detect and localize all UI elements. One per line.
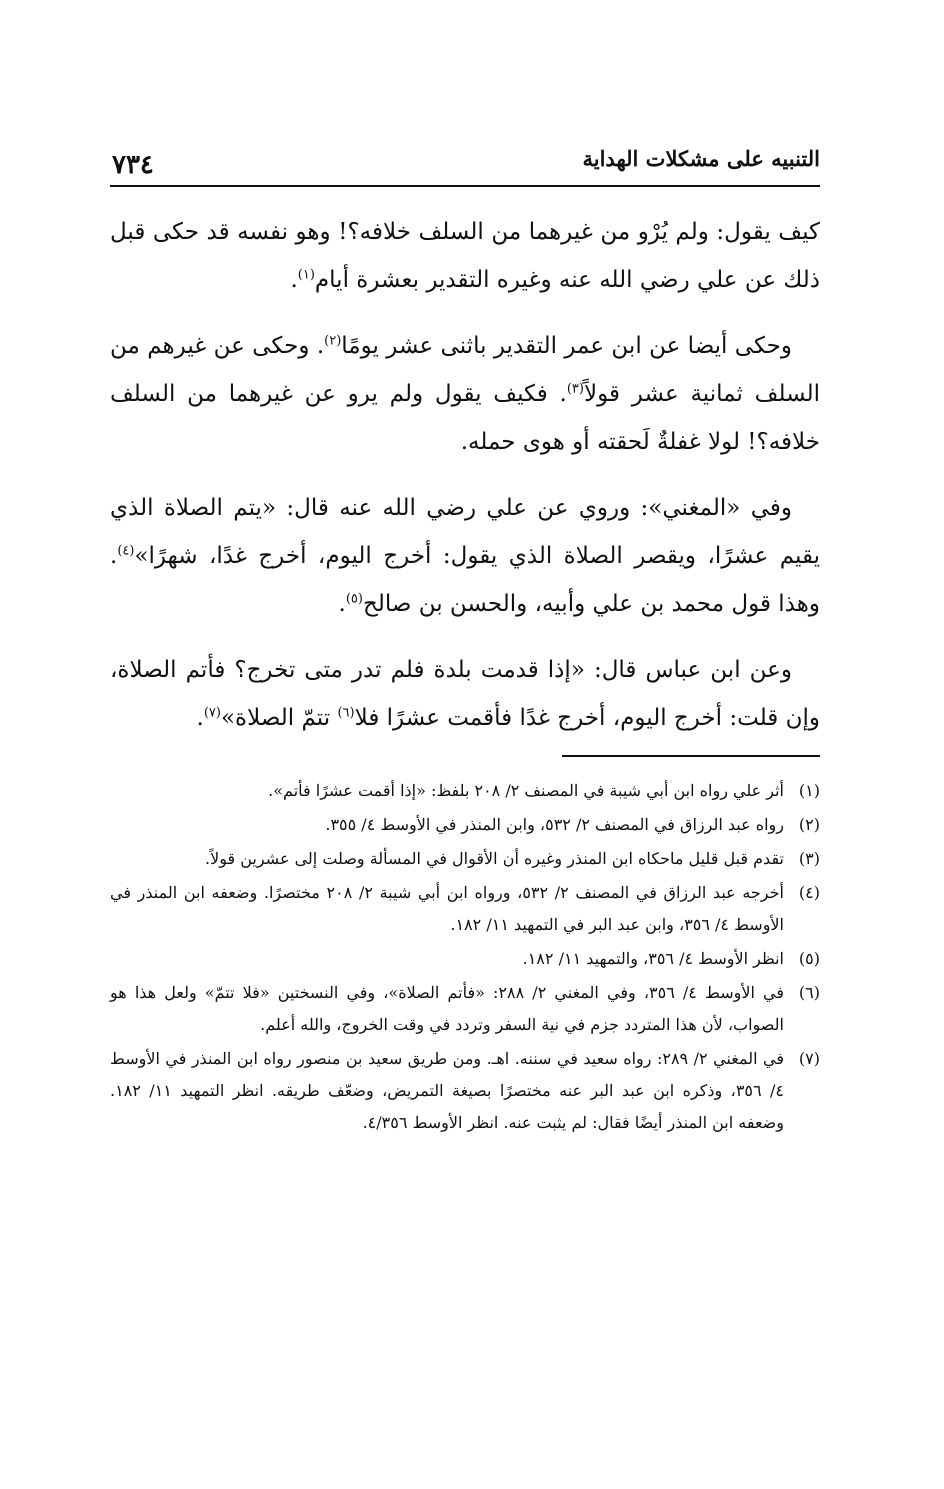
footnote-text: تقدم قبل قليل ماحكاه ابن المنذر وغيره أن الأقوال في المسألة وصلت إلى عشرين قولاً. <box>205 849 784 868</box>
header-divider <box>110 185 820 187</box>
footnote-ref-1: (١) <box>297 267 315 283</box>
paragraph-text: . <box>290 267 298 293</box>
paragraph-text: . وحكى عن غيرهم من السلف ثمانية عشر قولاً <box>110 333 820 407</box>
footnote-ref-6: (٦) <box>337 705 355 721</box>
footnotes <box>110 775 820 1141</box>
footnote-text: في الأوسط ٤/ ٣٥٦، وفي المغني ٢/ ٢٨٨: «فأتم الصلاة»، وفي النسختين «فلا تتمّ» ولعل هذا هو الصواب، لأن هذا المتردد جزم في نية السفر وتردد في وقت الخروج، والله أعلم. <box>110 983 785 1034</box>
footnote-ref-7: (٧) <box>203 705 221 721</box>
footnote-5 <box>110 943 820 975</box>
paragraph-text: . وهذا قول محمد بن علي وأبيه، والحسن بن صالح <box>110 543 820 617</box>
footnote-text: أثر علي رواه ابن أبي شيبة في المصنف ٢/ ٢٠٨ بلفظ: «إذا أقمت عشرًا فأتم». <box>268 781 784 800</box>
footnote-ref-4: (٤) <box>117 543 135 559</box>
paragraph-text: تتمّ الصلاة» <box>220 705 338 731</box>
footnote-number: (٣) <box>798 849 820 868</box>
page-header <box>110 138 820 188</box>
paragraph-text: وعن ابن عباس قال: «إذا قدمت بلدة فلم تدر متى تخرج؟ فأتم الصلاة، وإن قلت: أخرج اليوم، أخرج غدًا فأقمت عشرًا فلا <box>110 657 820 731</box>
main-text <box>110 208 820 760</box>
running-title: التنبيه على مشكلات الهداية <box>582 146 820 171</box>
paragraph-1 <box>110 208 820 304</box>
footnote-6 <box>110 977 820 1041</box>
footnote-7 <box>110 1043 820 1139</box>
footnote-3 <box>110 843 820 875</box>
footnote-number: (٧) <box>798 1049 820 1068</box>
footnote-text: رواه عبد الرزاق في المصنف ٢/ ٥٣٢، وابن المنذر في الأوسط ٤/ ٣٥٥. <box>325 815 784 834</box>
footnote-number: (٥) <box>798 949 820 968</box>
footnote-number: (٢) <box>798 815 820 834</box>
paragraph-text: . فكيف يقول ولم يرو عن غيرهما من السلف خلافه؟! لولا غفلةٌ لَحقته أو هوى حمله. <box>110 381 820 455</box>
paragraph-text: وفي «المغني»: وروي عن علي رضي الله عنه قال: «يتم الصلاة الذي يقيم عشرًا، ويقصر الصلاة الذي يقول: أخرج اليوم، أخرج غدًا، شهرًا» <box>110 495 820 569</box>
paragraph-text: . <box>338 591 346 617</box>
footnote-4 <box>110 877 820 941</box>
footnote-number: (١) <box>798 781 820 800</box>
footnote-text: في المغني ٢/ ٢٨٩: رواه سعيد في سننه. اهـ. ومن طريق سعيد بن منصور رواه ابن المنذر في الأوسط ٤/ ٣٥٦، وذكره ابن عبد البر عنه مختصرًا بصيغة التمريض، وضعّف طريقه. انظر التمهيد ١١/ ١٨٢. وضعفه ابن المنذر أيضًا فقال: لم يثبت عنه. انظر الأوسط ٤/٣٥٦. <box>110 1049 785 1132</box>
footnote-text: انظر الأوسط ٤/ ٣٥٦، والتمهيد ١١/ ١٨٢. <box>522 949 784 968</box>
footnote-number: (٤) <box>798 883 820 902</box>
paragraph-text: كيف يقول: ولم يُرْو من غيرهما من السلف خلافه؟! وهو نفسه قد حكى قبل ذلك عن علي رضي الله عنه وغيره التقدير بعشرة أيام <box>110 219 820 293</box>
footnote-number: (٦) <box>798 983 820 1002</box>
footnote-text: أخرجه عبد الرزاق في المصنف ٢/ ٥٣٢، ورواه ابن أبي شيبة ٢/ ٢٠٨ مختصرًا. وضعفه ابن المنذر في الأوسط ٤/ ٣٥٦، وابن عبد البر في التمهيد ١١/ ١٨٢. <box>110 883 784 934</box>
footnote-ref-5: (٥) <box>345 591 363 607</box>
paragraph-4 <box>110 646 820 742</box>
paragraph-text: وحكى أيضا عن ابن عمر التقدير باثنى عشر يومًا <box>341 333 792 359</box>
footnote-ref-3: (٣) <box>566 381 584 397</box>
paragraph-text: . <box>196 705 204 731</box>
paragraph-2 <box>110 322 820 466</box>
footnote-2 <box>110 809 820 841</box>
footnote-1 <box>110 775 820 807</box>
page-number: ٧٣٤ <box>112 150 154 180</box>
footnote-separator <box>562 755 820 757</box>
paragraph-3 <box>110 484 820 628</box>
footnote-ref-2: (٢) <box>324 333 342 349</box>
